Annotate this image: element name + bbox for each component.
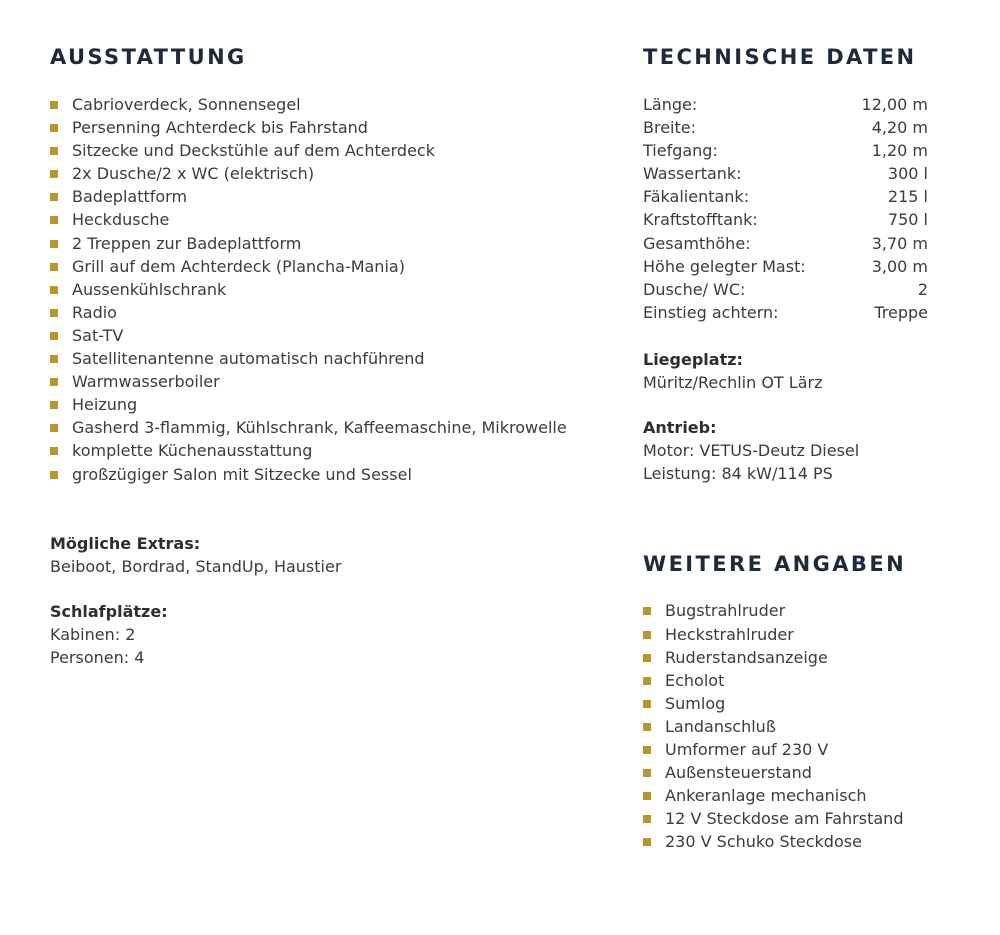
spec-label: Dusche/ WC: [643, 279, 746, 299]
list-item [50, 416, 610, 439]
bullet-square-icon [643, 815, 651, 823]
leistung-value: Leistung: 84 kW/114 PS [643, 464, 833, 484]
bullet-square-icon [50, 447, 58, 455]
list-item [50, 301, 610, 324]
list-item [50, 208, 610, 231]
spec-row [643, 116, 928, 139]
list-item-text: großzügiger Salon mit Sitzecke und Sessel [72, 464, 412, 484]
list-item [50, 116, 610, 139]
list-item-text: Sat-TV [72, 325, 124, 345]
antrieb-label: Antrieb: [643, 418, 717, 438]
bullet-square-icon [643, 607, 651, 615]
list-item [50, 255, 610, 278]
antrieb-section [643, 416, 928, 485]
bullet-square-icon [643, 700, 651, 708]
spec-row [643, 278, 928, 301]
spec-value: 1,20 m [871, 141, 928, 161]
list-item-text: Heckdusche [72, 210, 170, 230]
bullet-square-icon [643, 838, 651, 846]
list-item-text: Echolot [665, 670, 725, 690]
list-item-text: Grill auf dem Achterdeck (Plancha-Mania) [72, 256, 405, 276]
list-item-text: Satellitenantenne automatisch nachführend [72, 349, 425, 369]
list-item [643, 830, 928, 853]
list-item [643, 623, 928, 646]
list-item [50, 232, 610, 255]
spec-row [643, 255, 928, 278]
specs-column [643, 42, 928, 853]
list-item [50, 347, 610, 370]
spec-value: 3,70 m [871, 233, 928, 253]
list-item [643, 807, 928, 830]
spec-value: Treppe [874, 302, 928, 322]
list-item-text: Sumlog [665, 693, 726, 713]
list-item-text: Außensteuerstand [665, 763, 812, 783]
equipment-column [50, 42, 610, 669]
spec-row [643, 185, 928, 208]
extras-label: Mögliche Extras: [50, 533, 201, 553]
list-item [643, 738, 928, 761]
list-item-text: Cabrioverdeck, Sonnensegel [72, 95, 301, 114]
spec-label: Länge: [643, 95, 698, 114]
list-item [50, 324, 610, 347]
bullet-square-icon [50, 263, 58, 271]
spec-value: 215 l [887, 187, 928, 207]
bullet-square-icon [50, 124, 58, 132]
list-item [50, 93, 610, 116]
spec-label: Einstieg achtern: [643, 302, 779, 322]
list-item-text: Bugstrahlruder [665, 601, 786, 621]
bullet-square-icon [50, 424, 58, 432]
spec-value: 300 l [887, 164, 928, 184]
list-item-text: 12 V Steckdose am Fahrstand [665, 809, 904, 829]
list-item [643, 669, 928, 692]
list-item-text: Radio [72, 302, 117, 322]
bullet-square-icon [50, 193, 58, 201]
schlafplaetze-label: Schlafplätze: [50, 601, 168, 621]
bullet-square-icon [643, 769, 651, 777]
spec-value: 2 [917, 279, 928, 299]
spec-label: Tiefgang: [643, 141, 718, 161]
list-item-text: Umformer auf 230 V [665, 739, 829, 759]
list-item-text: Landanschluß [665, 716, 776, 736]
bullet-square-icon [50, 216, 58, 224]
list-item-text: Heizung [72, 395, 138, 415]
spec-label: Kraftstofftank: [643, 210, 758, 230]
spec-row [643, 232, 928, 255]
list-item [643, 784, 928, 807]
bullet-square-icon [643, 746, 651, 754]
list-item [50, 185, 610, 208]
list-item [50, 439, 610, 462]
spec-row [643, 162, 928, 185]
list-item [50, 278, 610, 301]
liegeplatz-section [643, 348, 928, 394]
spec-row [643, 301, 928, 324]
spec-value: 4,20 m [871, 118, 928, 138]
kabinen-value: Kabinen: 2 [50, 624, 136, 644]
list-item [643, 761, 928, 784]
bullet-square-icon [50, 378, 58, 386]
bullet-square-icon [50, 401, 58, 409]
spec-label: Breite: [643, 118, 696, 138]
list-item-text: Ankeranlage mechanisch [665, 786, 867, 806]
spec-label: Gesamthöhe: [643, 233, 751, 253]
list-item [50, 393, 610, 416]
spec-value: 750 l [887, 210, 928, 230]
bullet-square-icon [50, 286, 58, 294]
list-item [643, 646, 928, 669]
spec-label: Höhe gelegter Mast: [643, 256, 806, 276]
extras-value: Beiboot, Bordrad, StandUp, Haustier [50, 556, 342, 576]
weitere-angaben-list [643, 599, 928, 853]
spec-value: 3,00 m [871, 256, 928, 276]
list-item [50, 370, 610, 393]
bullet-square-icon [50, 355, 58, 363]
bullet-square-icon [643, 654, 651, 662]
bullet-square-icon [50, 240, 58, 248]
personen-value: Personen: 4 [50, 647, 145, 667]
list-item [643, 715, 928, 738]
list-item-text: 2 Treppen zur Badeplattform [72, 233, 302, 253]
list-item-text: 2x Dusche/2 x WC (elektrisch) [72, 164, 315, 184]
weitere-angaben-heading: WEITERE ANGABEN [643, 552, 907, 577]
spec-value: 12,00 m [861, 95, 928, 114]
list-item [643, 599, 928, 622]
list-item-text: 230 V Schuko Steckdose [665, 832, 862, 852]
spec-row [643, 93, 928, 116]
bullet-square-icon [50, 332, 58, 340]
ausstattung-heading: AUSSTATTUNG [50, 45, 247, 69]
list-item-text: Warmwasserboiler [72, 372, 220, 392]
list-item-text: Sitzecke und Deckstühle auf dem Achterdeck [72, 141, 435, 161]
liegeplatz-value: Müritz/Rechlin OT Lärz [643, 373, 823, 393]
list-item-text: Aussenkühlschrank [72, 279, 227, 299]
list-item-text: Ruderstandsanzeige [665, 647, 828, 667]
bullet-square-icon [50, 147, 58, 155]
bullet-square-icon [50, 471, 58, 479]
technische-daten-heading: TECHNISCHE DATEN [643, 45, 917, 69]
list-item-text: komplette Küchenausstattung [72, 441, 313, 461]
list-item [643, 692, 928, 715]
extras-section [50, 532, 610, 578]
list-item-text: Persenning Achterdeck bis Fahrstand [72, 118, 368, 138]
list-item [50, 139, 610, 162]
spec-row [643, 139, 928, 162]
spec-label: Wassertank: [643, 164, 742, 184]
bullet-square-icon [643, 723, 651, 731]
liegeplatz-label: Liegeplatz: [643, 349, 743, 369]
motor-value: Motor: VETUS-Deutz Diesel [643, 441, 860, 461]
list-item [50, 463, 610, 486]
list-item-text: Gasherd 3-flammig, Kühlschrank, Kaffeemaschine, Mikrowelle [72, 418, 567, 438]
bullet-square-icon [50, 170, 58, 178]
list-item-text: Badeplattform [72, 187, 188, 207]
bullet-square-icon [50, 101, 58, 109]
list-item [50, 162, 610, 185]
spec-label: Fäkalientank: [643, 187, 750, 207]
bullet-square-icon [643, 677, 651, 685]
spec-row [643, 208, 928, 231]
specs-table [643, 93, 928, 324]
bullet-square-icon [643, 792, 651, 800]
bullet-square-icon [50, 309, 58, 317]
list-item-text: Heckstrahlruder [665, 624, 794, 644]
bullet-square-icon [643, 631, 651, 639]
ausstattung-list [50, 93, 610, 486]
schlafplaetze-section [50, 600, 610, 669]
